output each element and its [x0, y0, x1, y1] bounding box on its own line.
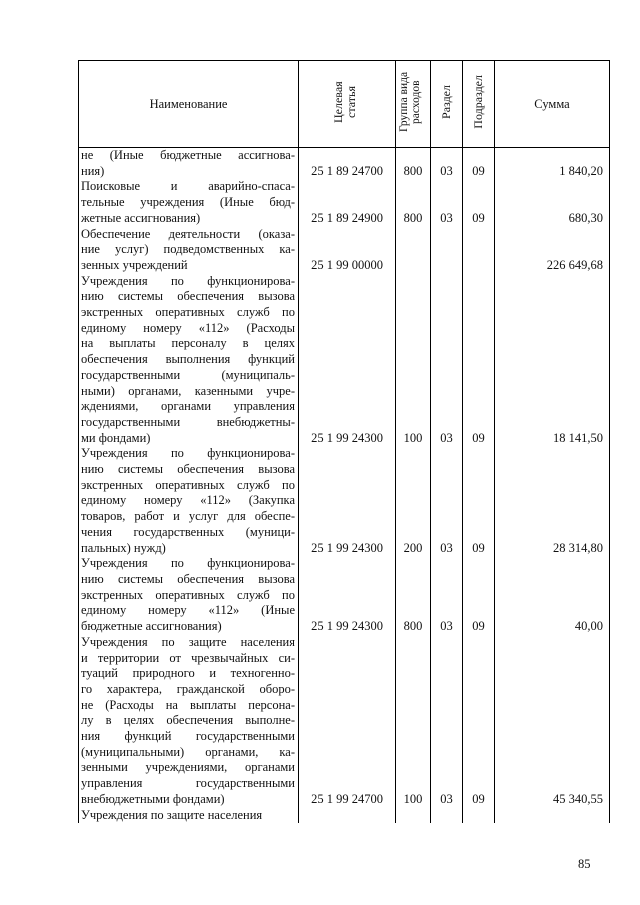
row-name-line: пальных) нужд) — [81, 540, 166, 555]
row-subsection: 09 — [463, 556, 495, 635]
row-name-line: экстренных оперативных служб по — [81, 587, 295, 602]
row-name — [79, 556, 299, 635]
row-name — [79, 179, 299, 226]
table-row — [79, 274, 610, 447]
row-target-article: 25 1 99 24300 — [299, 274, 396, 447]
row-name-line: обеспечения выполнения функций — [81, 352, 295, 367]
table-row — [79, 179, 610, 226]
row-name-line: государственными (муниципаль- — [81, 367, 295, 382]
row-expense-group — [396, 808, 431, 824]
row-section: 03 — [431, 179, 463, 226]
row-name-line: Поисковые и аварийно-спаса- — [81, 179, 295, 194]
header-name: Наименование — [79, 61, 299, 148]
budget-document — [78, 60, 609, 823]
row-expense-group: 800 — [396, 179, 431, 226]
row-name-line: ми фондами) — [81, 430, 151, 445]
row-subsection: 09 — [463, 148, 495, 180]
row-name-line: лу в целях обеспечения выполне- — [81, 713, 295, 728]
row-name-line: не (Расходы на выплаты персона- — [81, 697, 295, 712]
row-name-line: нию системы обеспечения вызова — [81, 571, 295, 586]
header-subsection — [463, 61, 495, 148]
row-expense-group: 100 — [396, 274, 431, 447]
row-name-line: Учреждения по защите населения — [81, 807, 263, 822]
row-name-line: единому номеру «112» (Закупка — [81, 493, 295, 508]
row-expense-group — [396, 227, 431, 274]
table-header-row — [79, 61, 610, 148]
row-name — [79, 227, 299, 274]
row-name-line: чения государственных (муници- — [81, 524, 295, 539]
row-name-line: бюджетные ассигнования) — [81, 619, 222, 634]
row-name — [79, 808, 299, 824]
row-name-line: зенных учреждений — [81, 257, 188, 272]
row-subsection — [463, 227, 495, 274]
header-target-article-label: Целевая статья — [331, 81, 358, 123]
row-name-line: (муниципальными) органами, ка- — [81, 744, 295, 759]
row-section: 03 — [431, 446, 463, 556]
row-amount: 28 314,80 — [495, 446, 610, 556]
header-expense-group-label: Группа вида расходов — [398, 71, 422, 133]
row-name-line: ние услуг) подведомственных ка- — [81, 242, 295, 257]
row-target-article: 25 1 99 24700 — [299, 635, 396, 808]
row-target-article: 25 1 99 00000 — [299, 227, 396, 274]
table-row — [79, 556, 610, 635]
row-target-article: 25 1 99 24300 — [299, 446, 396, 556]
row-expense-group: 100 — [396, 635, 431, 808]
header-section-label: Раздел — [439, 85, 453, 119]
row-section: 03 — [431, 556, 463, 635]
row-target-article: 25 1 89 24700 — [299, 148, 396, 180]
row-name-line: ждениями, органами управления — [81, 399, 295, 414]
row-name-line: товаров, работ и услуг для обеспе- — [81, 509, 295, 524]
row-subsection: 09 — [463, 274, 495, 447]
table-body — [79, 148, 610, 824]
row-section — [431, 808, 463, 824]
row-name — [79, 635, 299, 808]
row-amount: 226 649,68 — [495, 227, 610, 274]
row-section — [431, 227, 463, 274]
header-amount: Сумма — [495, 61, 610, 148]
row-name-line: тельные учреждения (Иные бюд- — [81, 195, 295, 210]
row-name-line: единому номеру «112» (Расходы — [81, 320, 295, 335]
row-name-line: и территории от чрезвычайных си- — [81, 650, 295, 665]
header-subsection-label: Подраздел — [471, 75, 485, 129]
row-amount — [495, 808, 610, 824]
row-name-line: Учреждения по функционирова- — [81, 556, 295, 571]
row-name-line: экстренных оперативных служб по — [81, 477, 295, 492]
row-expense-group: 800 — [396, 556, 431, 635]
budget-table — [78, 60, 610, 823]
row-target-article: 25 1 99 24300 — [299, 556, 396, 635]
row-name-line: нию системы обеспечения вызова — [81, 462, 295, 477]
header-expense-group — [396, 61, 431, 148]
row-name-line: управления государственными — [81, 776, 295, 791]
header-target-article — [299, 61, 396, 148]
row-name-line: зенными учреждениями, органами — [81, 760, 295, 775]
row-name-line: го характера, гражданской оборо- — [81, 681, 295, 696]
row-subsection: 09 — [463, 179, 495, 226]
row-name-line: единому номеру «112» (Иные — [81, 603, 295, 618]
row-name-line: жетные ассигнования) — [81, 210, 201, 225]
row-section: 03 — [431, 635, 463, 808]
row-expense-group: 200 — [396, 446, 431, 556]
row-name-line: государственными внебюджетны- — [81, 414, 295, 429]
row-name — [79, 274, 299, 447]
table-row — [79, 635, 610, 808]
row-name-line: нию системы обеспечения вызова — [81, 289, 295, 304]
row-target-article: 25 1 89 24900 — [299, 179, 396, 226]
row-amount: 40,00 — [495, 556, 610, 635]
table-row — [79, 227, 610, 274]
row-name-line: не (Иные бюджетные ассигнова- — [81, 148, 295, 162]
row-name-line: Учреждения по функционирова- — [81, 446, 295, 461]
row-section: 03 — [431, 274, 463, 447]
row-subsection: 09 — [463, 635, 495, 808]
row-amount: 45 340,55 — [495, 635, 610, 808]
row-subsection: 09 — [463, 446, 495, 556]
row-target-article — [299, 808, 396, 824]
row-name-line: ными) органами, казенными учре- — [81, 383, 295, 398]
header-section — [431, 61, 463, 148]
row-name-line: Обеспечение деятельности (оказа- — [81, 226, 295, 241]
row-name-line: на выплаты персоналу в целях — [81, 336, 295, 351]
row-name-line: Учреждения по функционирова- — [81, 273, 295, 288]
row-amount: 680,30 — [495, 179, 610, 226]
row-name — [79, 148, 299, 180]
row-name-line: ния) — [81, 163, 105, 178]
row-amount: 1 840,20 — [495, 148, 610, 180]
table-row — [79, 148, 610, 180]
page-number: 85 — [578, 857, 591, 871]
row-name-line: внебюджетными фондами) — [81, 791, 225, 806]
row-name — [79, 446, 299, 556]
table-row — [79, 446, 610, 556]
row-name-line: туаций природного и техногенно- — [81, 666, 295, 681]
row-section: 03 — [431, 148, 463, 180]
row-expense-group: 800 — [396, 148, 431, 180]
row-amount: 18 141,50 — [495, 274, 610, 447]
table-row — [79, 808, 610, 824]
row-name-line: Учреждения по защите населения — [81, 634, 295, 649]
row-name-line: ния функций государственными — [81, 729, 295, 744]
row-subsection — [463, 808, 495, 824]
row-name-line: экстренных оперативных служб по — [81, 305, 295, 320]
